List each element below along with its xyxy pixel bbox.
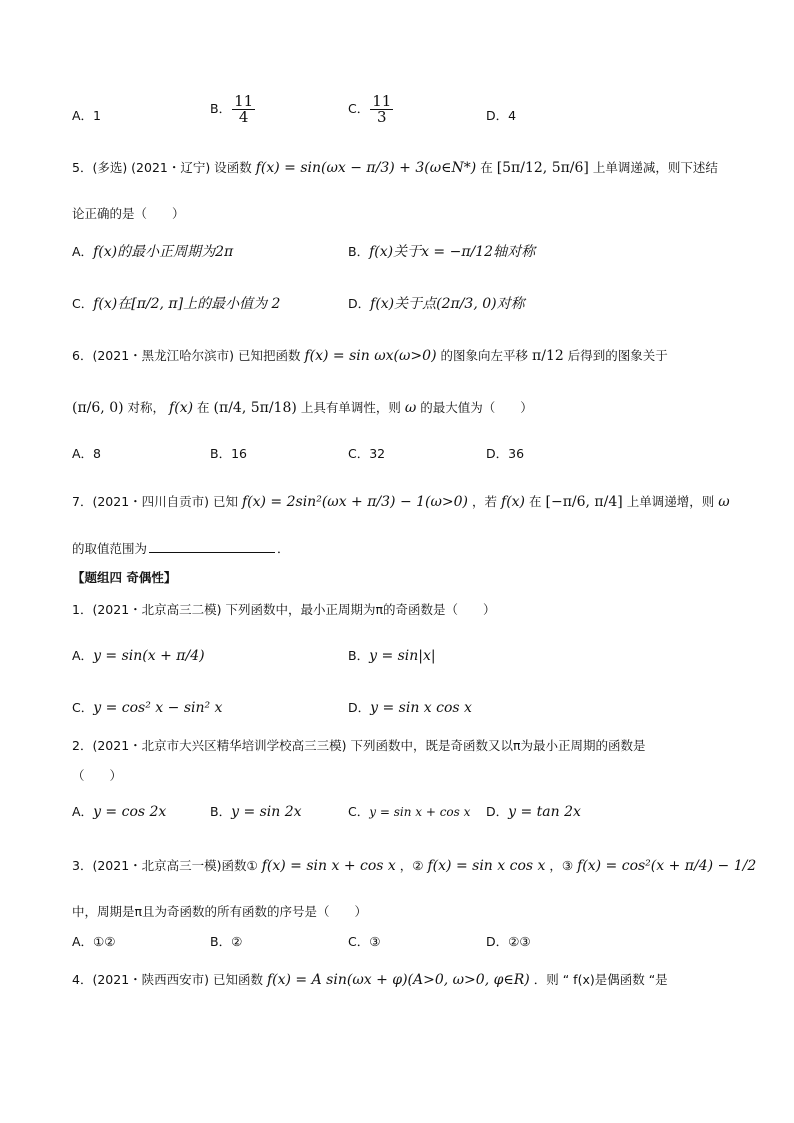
- q6-option-d: D．36: [486, 446, 525, 461]
- question-5-stem: 5．(多选) (2021・辽宁) 设函数 f(x) = sin(ωx − π/3) + 3(ω∈N*) 在 [5π/12, 5π/6] 上单调递减，则下述结: [72, 160, 718, 176]
- question-6-stem: 6．(2021・黑龙江哈尔滨市) 已知把函数 f(x) = sin ωx(ω>0) 的图象向左平移 π/12 后得到的图象关于: [72, 348, 668, 364]
- q6-option-a: A．8: [72, 446, 102, 461]
- section-heading: 【题组四 奇偶性】: [72, 570, 177, 585]
- s4q1-option-a: A．y = sin(x + π/4): [72, 648, 205, 664]
- option-label: C．: [348, 101, 370, 116]
- answer-blank[interactable]: [149, 538, 275, 553]
- question-6-stem-cont: (π/6, 0) 对称， f(x) 在 (π/4, 5π/18) 上具有单调性，则 ω 的最大值为（ ）: [72, 400, 533, 416]
- prev-option-b: [210, 94, 256, 125]
- q5-option-d: D．f(x)关于点(2π/3, 0)对称: [348, 296, 525, 312]
- s4q3-option-b: B．②: [210, 934, 243, 949]
- fraction: $\frac{11}{4}$: [234, 92, 254, 126]
- q5-option-a: A．f(x)的最小正周期为2π: [72, 244, 234, 260]
- question-5-stem-cont: 论正确的是（ ）: [72, 206, 185, 221]
- prev-option-c: [348, 94, 394, 125]
- q5-option-c: C．f(x)在[π/2, π]上的最小值为 2: [72, 296, 281, 312]
- question-7-stem-cont: 的取值范围为 ．: [72, 538, 290, 559]
- s4-question-4-stem: 4．(2021・陕西西安市) 已知函数 f(x) = A sin(ωx + φ)(A>0, ω>0, φ∈R) ．则 “ f(x)是偶函数 “是: [72, 972, 668, 988]
- s4q1-option-c: C．y = cos² x − sin² x: [72, 700, 223, 716]
- prev-option-d: D．4: [486, 108, 517, 123]
- s4-question-2-stem-cont: （ ）: [72, 768, 123, 783]
- s4q3-option-a: A．①②: [72, 934, 116, 949]
- s4-question-3-stem-cont: 中，周期是π且为奇函数的所有函数的序号是（ ）: [72, 904, 368, 919]
- s4q1-option-d: D．y = sin x cos x: [348, 700, 472, 716]
- fraction: $\frac{11}{3}$: [372, 92, 392, 126]
- option-label: B．: [210, 101, 232, 116]
- s4q2-option-b: B．y = sin 2x: [210, 804, 302, 820]
- s4q2-option-a: A．y = cos 2x: [72, 804, 167, 820]
- s4q2-option-c: C．y = sin x + cos x: [348, 804, 471, 819]
- s4q3-option-c: C．③: [348, 934, 381, 949]
- q6-option-b: B．16: [210, 446, 247, 461]
- s4-question-3-stem: 3．(2021・北京高三一模)函数① f(x) = sin x + cos x ，② f(x) = sin x cos x ，③ f(x) = cos²(x + π/4) − 1/2: [72, 858, 757, 874]
- s4q1-option-b: B．y = sin|x|: [348, 648, 436, 664]
- question-7-stem: 7．(2021・四川自贡市) 已知 f(x) = 2sin²(ωx + π/3) − 1(ω>0) ，若 f(x) 在 [−π/6, π/4] 上单调递增，则 ω: [72, 494, 730, 510]
- s4-question-2-stem: 2．(2021・北京市大兴区精华培训学校高三三模) 下列函数中，既是奇函数又以π为最小正周期的函数是: [72, 738, 646, 753]
- q6-option-c: C．32: [348, 446, 386, 461]
- q5-option-b: B．f(x)关于x = −π/12轴对称: [348, 244, 536, 260]
- prev-option-a: A．1: [72, 108, 102, 123]
- s4-question-1-stem: 1．(2021・北京高三二模) 下列函数中，最小正周期为π的奇函数是（ ）: [72, 602, 496, 617]
- s4q3-option-d: D．②③: [486, 934, 531, 949]
- s4q2-option-d: D．y = tan 2x: [486, 804, 581, 820]
